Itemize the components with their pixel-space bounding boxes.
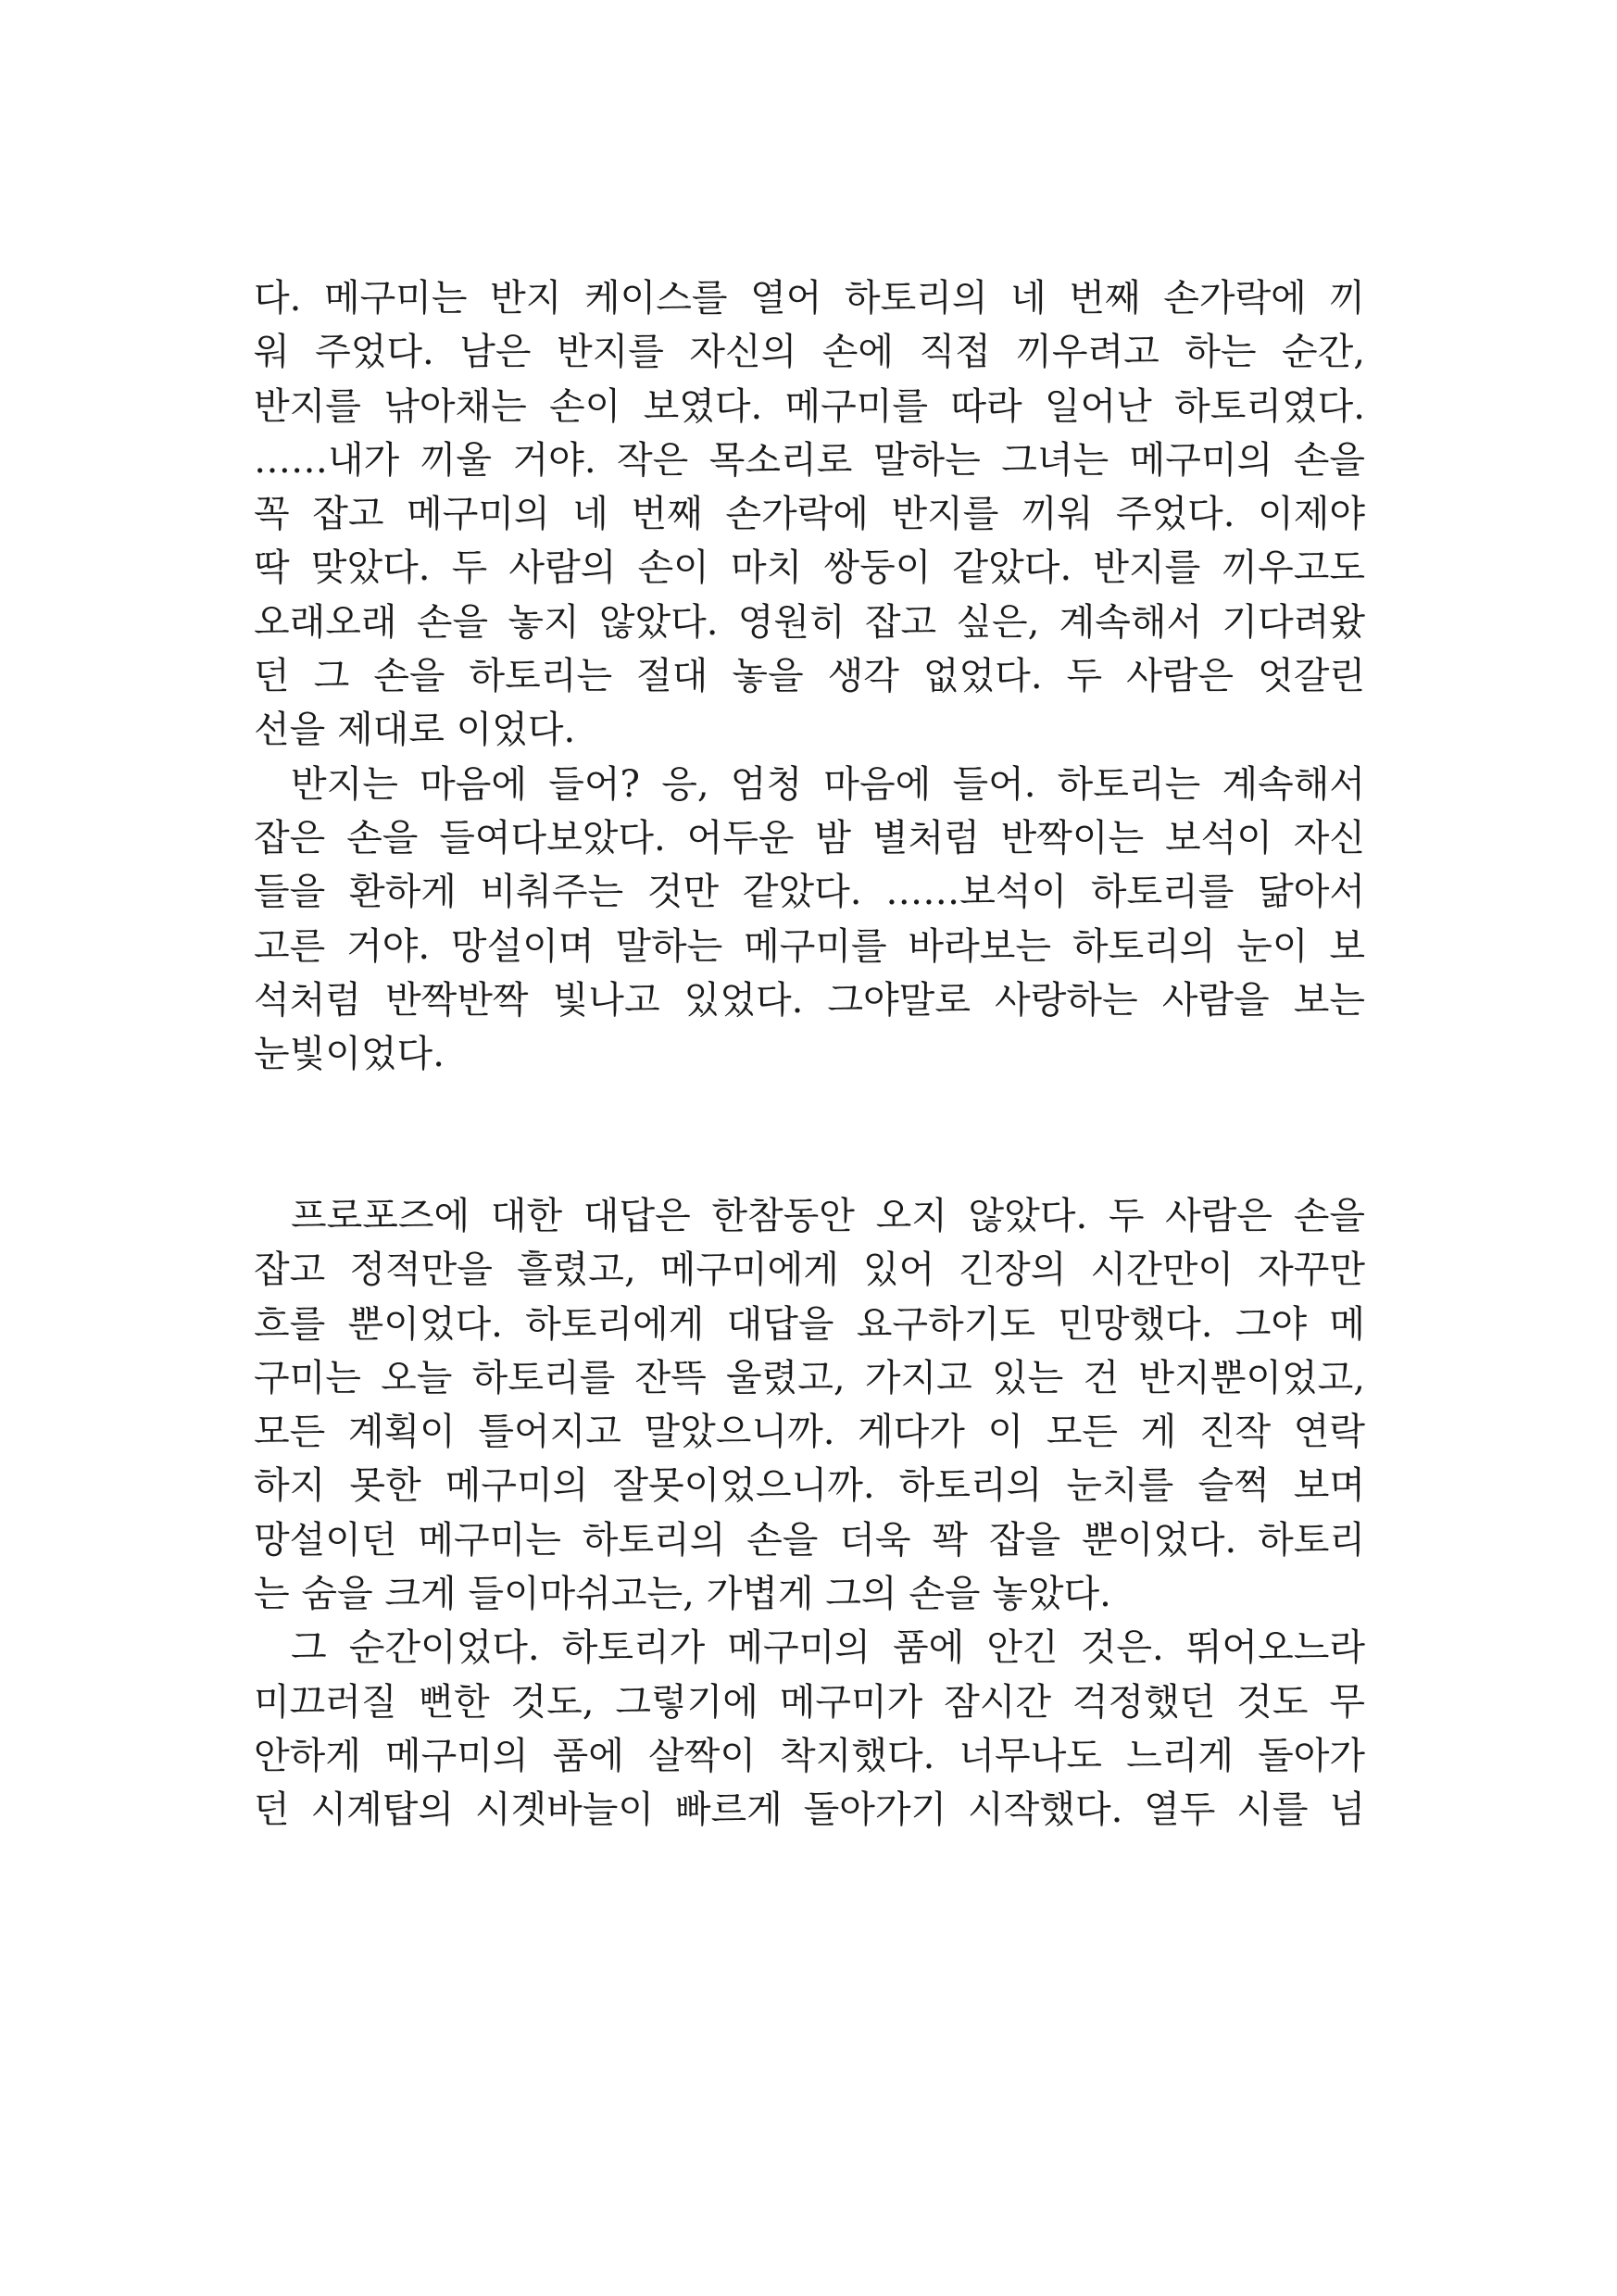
text-line: 꼭 잡고 메구미의 네 번째 손가락에 반지를 끼워 주었다. 이제야 [254,493,1365,536]
text-line: 구미는 오늘 하토리를 잔뜩 울렸고, 가지고 있는 건 반지뿐이었고, [254,1356,1365,1399]
text-line: 던 그 손을 하토리는 절대 놓을 생각 없었다. 두 사람은 엇갈린 [254,655,1365,698]
text-line: 프로포즈에 대한 대답은 한참동안 오지 않았다. 두 사람은 손을 [291,1195,1365,1237]
text-line: 반지를 낚아채는 손이 보였다. 메구미를 따라 일어난 하토리였다. [254,384,1365,428]
text-line: 흐를 뿐이었다. 하토리에게 대답을 요구하기도 민망했다. 그야 메 [254,1302,1365,1346]
text-line: 모든 계획이 틀어지고 말았으니까. 게다가 이 모든 게 진작 연락 [254,1411,1365,1454]
text-line: 반지는 마음에 들어? 응, 엄청 마음에 들어. 하토리는 계속해서 [291,762,1365,806]
text-line: ……내가 끼울 거야. 작은 목소리로 말하는 그녀는 메구미의 손을 [254,438,1365,482]
text-line: 는 숨을 크게 들이마쉬고는, 가볍게 그의 손을 놓았다. [254,1573,1111,1616]
text-line: 안하게 메구미의 품에 살짝이 착지했다. 너무나도 느리게 돌아가 [254,1734,1365,1777]
paragraph [254,758,1365,1082]
paragraph [254,1621,1365,1837]
text-line: 잡은 손을 들여다보았다. 어두운 밤 별처럼 반짝이는 보석이 자신 [254,816,1365,859]
text-line: 딱 맞았다. 두 사람의 손이 마치 쌍둥이 같았다. 반지를 끼우고도 [254,546,1365,590]
text-line: 하지 못한 메구미의 잘못이었으니까. 하토리의 눈치를 슬쩍 보며 [254,1464,1365,1508]
text-block-upper [254,271,1365,1081]
text-line: 워 주었다. 남은 반지를 자신의 손에 직접 끼우려고 하는 순간, [254,331,1365,374]
text-line: 잡고 정적만을 흘렸고, 메구미에게 있어 긴장의 시간만이 자꾸만 [254,1248,1365,1292]
paragraph [254,271,1365,758]
text-line: 들을 환하게 비춰주는 것만 같았다. ……보석이 하토리를 닮아서 [254,871,1365,914]
text-line: 고른 거야. 망설이며 말하는 메구미를 바라보는 하토리의 눈이 보 [254,924,1365,968]
text-line: 선을 제대로 이었다. [254,709,576,752]
text-line: 석처럼 반짝반짝 빛나고 있었다. 그야말로 사랑하는 사람을 보는 [254,978,1365,1022]
text-line: 망설이던 메구미는 하토리의 손을 더욱 꽉 잡을 뿐이었다. 하토리 [254,1518,1365,1562]
text-line: 그 순간이었다. 하토리가 메구미의 품에 안긴 것은. 뛰어오느라 [291,1626,1365,1670]
text-line: 오래오래 손을 놓지 않았다. 영원히 잡고 싶은, 계속해서 기다려왔 [254,600,1365,644]
paragraph [254,1189,1365,1621]
text-line: 눈빛이었다. [254,1033,445,1076]
text-line: 미끄러질 뻔한 것도, 그렇기에 메구미가 잠시간 걱정했던 것도 무 [254,1680,1365,1724]
text-line: 다. 메구미는 반지 케이스를 열어 하토리의 네 번째 손가락에 끼 [254,277,1365,320]
text-line: 던 시계탑의 시곗바늘이 빠르게 돌아가기 시작했다. 열두 시를 넘 [254,1788,1365,1832]
text-block-lower [254,1189,1365,1838]
